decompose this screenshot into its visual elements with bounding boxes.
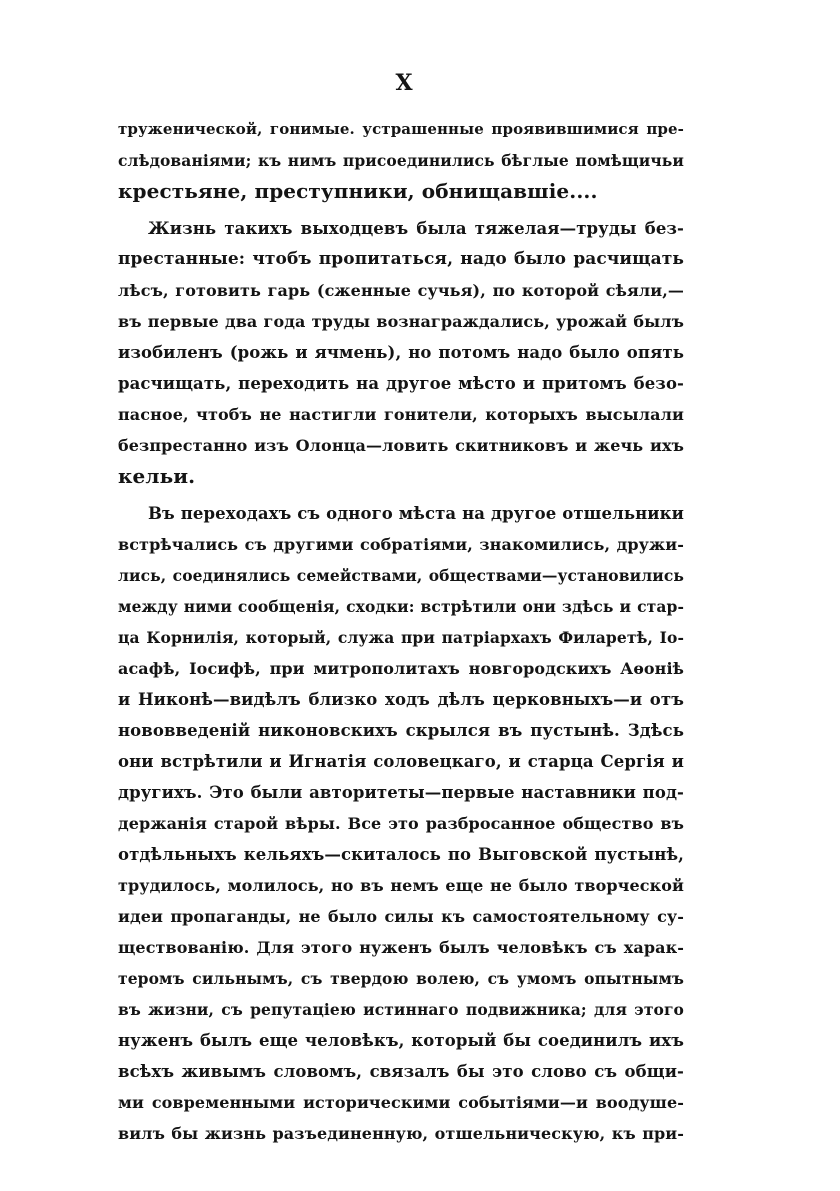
text-line: Въ переходахъ съ одного мѣста на другое отшельники (148, 504, 684, 523)
paragraph (118, 498, 684, 1149)
text-line: лѣсъ, готовить гарь (сженные сучья), по которой сѣяли,— (118, 281, 684, 300)
page-number: X (395, 70, 413, 96)
text-line: отдѣльныхъ кельяхъ—скиталось по Выговской пустынѣ, (118, 845, 684, 864)
body-text (118, 114, 684, 1149)
text-line: пасное, чтобъ не настигли гонители, которыхъ высылали (118, 405, 684, 424)
text-line: крестьяне, преступники, обнищавшіе.... (118, 179, 598, 203)
text-line: безпрестанно изъ Олонца—ловить скитниковъ и жечь ихъ (118, 436, 684, 455)
text-line: въ жизни, съ репутаціею истиннаго подвижника; для этого (118, 1000, 684, 1019)
paragraph (118, 213, 684, 492)
text-line: труженической, гонимые. устрашенные проявившимися пре- (118, 120, 684, 138)
text-line: другихъ. Это были авторитеты—первые наставники под- (118, 783, 684, 802)
text-line: престанные: чтобъ пропитаться, надо было расчищать (118, 249, 684, 269)
text-line: расчищать, переходить на другое мѣсто и притомъ безо- (118, 374, 684, 393)
text-line: лись, соединялись семействами, обществами—установились (118, 566, 684, 585)
paragraph (118, 114, 684, 207)
text-line: теромъ сильнымъ, съ твердою волею, съ умомъ опытнымъ (118, 969, 684, 988)
text-line: вилъ бы жизнь разъединенную, отшельническую, къ при- (118, 1124, 684, 1143)
text-line: ца Корнилія, который, служа при патріархахъ Филаретѣ, Іо- (118, 628, 684, 647)
text-line: нововведеній никоновскихъ скрылся въ пустынѣ. Здѣсь (118, 721, 684, 740)
text-line: ществованію. Для этого нуженъ былъ человѣкъ съ харак- (118, 938, 684, 957)
text-line: держанія старой вѣры. Все это разбросанное общество въ (118, 814, 684, 833)
text-line: они встрѣтили и Игнатія соловецкаго, и старца Сергія и (118, 752, 684, 771)
text-line: кельи. (118, 464, 196, 488)
text-line: трудилось, молилось, но въ немъ еще не было творческой (118, 876, 684, 895)
text-line: въ первые два года труды вознаграждались, урожай былъ (118, 312, 684, 331)
text-line: и Никонѣ—видѣлъ близко ходъ дѣлъ церковныхъ—и отъ (118, 690, 684, 709)
text-line: между ними сообщенія, сходки: встрѣтили они здѣсь и стар- (118, 597, 684, 616)
text-line: встрѣчались съ другими собратіями, знакомились, дружи- (118, 535, 684, 554)
text-line: асафѣ, Іосифѣ, при митрополитахъ новгородскихъ Аѳоніѣ (118, 659, 684, 678)
text-line: слѣдованіями; къ нимъ присоединились бѣглые помѣщичьи (118, 151, 684, 170)
text-line: всѣхъ живымъ словомъ, связалъ бы это слово съ общи- (118, 1062, 684, 1081)
text-line: Жизнь такихъ выходцевъ была тяжелая—труды без- (148, 219, 684, 238)
text-line: ми современными историческими событіями—и воодуше- (118, 1093, 684, 1112)
text-line: нуженъ былъ еще человѣкъ, который бы соединилъ ихъ (118, 1031, 684, 1050)
text-line: идеи пропаганды, не было силы къ самостоятельному су- (118, 907, 684, 926)
text-line: изобиленъ (рожь и ячмень), но потомъ надо было опять (118, 343, 684, 362)
